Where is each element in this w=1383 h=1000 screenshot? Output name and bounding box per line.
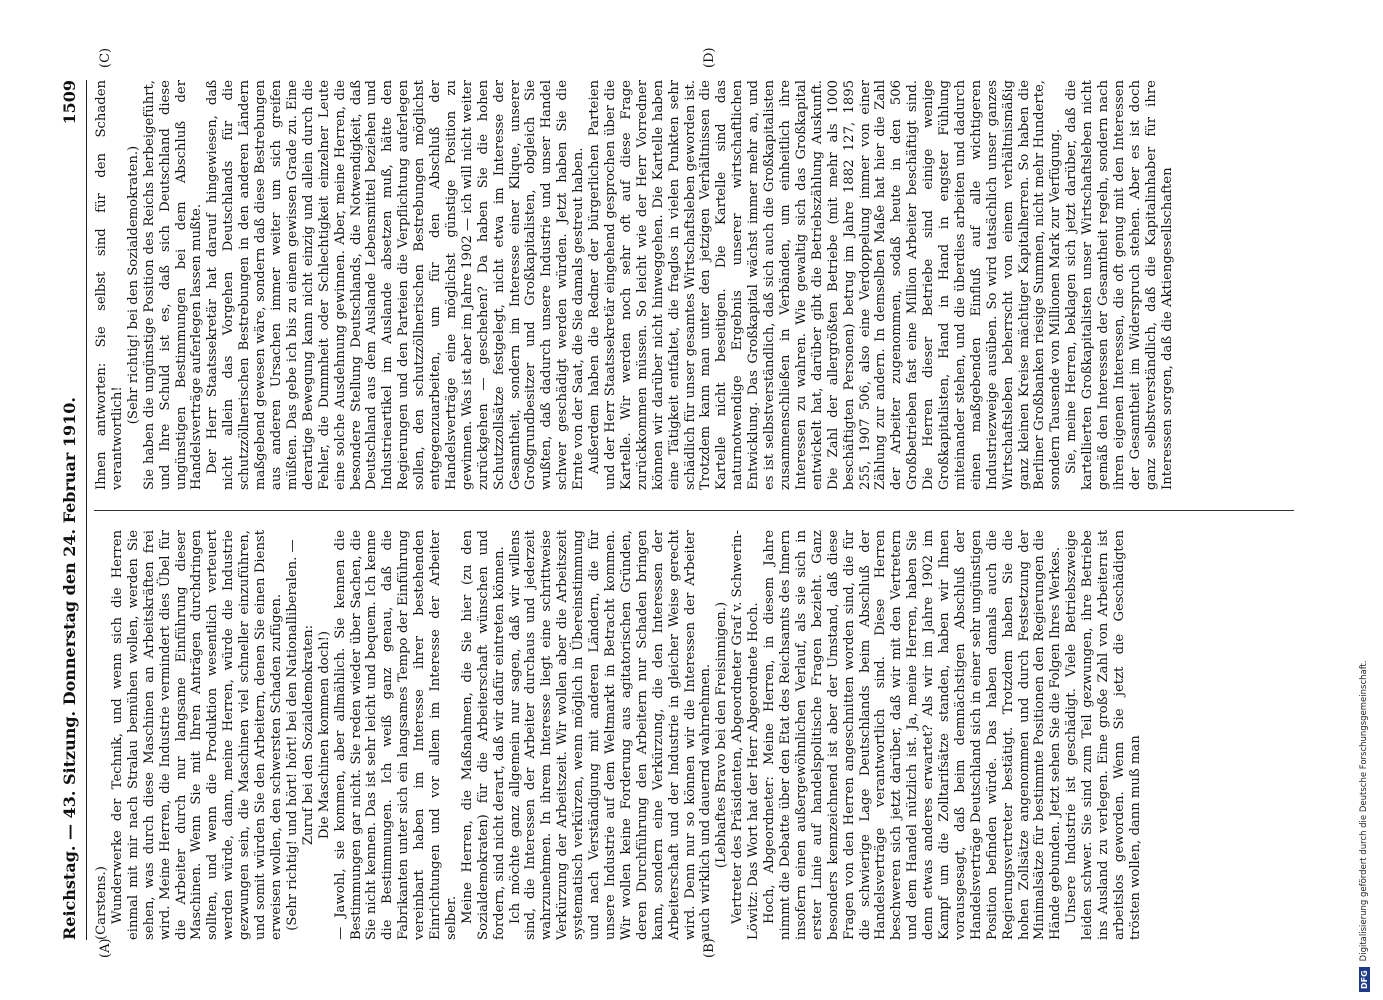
paragraph: Unsere Industrie ist geschädigt. Viele Betriebszweige leiden schwer. Sie sind zum Teil gezwungen, ihre Betriebe ins Ausland zu verlegen. Eine große Zahl von Arbeitern ist arbeitslos geworden. Wenn Sie jetzt die Geschädigten trösten wollen, dann muß man xyxy=(1064,530,1143,940)
paragraph: Außerdem haben die Redner der bürgerlichen Parteien und der Herr Staatssekretär eingehend gesprochen über die Kartelle. Wir werden noch sehr oft auf diese Frage zurückkommen müssen. So leicht wie der Herr Vorredner können wir darüber nicht hinweggehen. Die Kartelle haben eine Tätigkeit entfaltet, die fraglos in vielen Punkten sehr schädlich für unser gesamtes Wirtschaftsleben geworden ist. Trotzdem kann man unter den jetzigen Verhältnissen die Kartelle nicht beseitigen. Die Kartelle sind das naturnotwendige Ergebnis unserer wirtschaftlichen Entwicklung. Das Großkapital wächst immer mehr an, und es ist selbstverständlich, daß sich auch die Großkapitalisten zusammenschließen in Verbänden, um einheitlich ihre Interessen zu wahren. Wie gewaltig sich das Großkapital entwickelt hat, darüber gibt die Betriebszählung Auskunft. Die Zahl der allergrößten Betriebe (mit mehr als 1000 beschäftigten Personen) betrug im Jahre 1882 127, 1895 255, 1907 506, also eine Verdoppelung immer von einer Zählung zur andern. In demselben Maße hat hier die Zahl der Arbeiter zugenommen, sodaß heute in den 506 Großbetrieben fast eine Million Arbeiter beschäftigt sind. Die Herren dieser Betriebe sind einige wenige Großkapitalisten, Hand in Hand in engster Fühlung miteinander stehen, und die überdies arbeiten und dadurch einen maßgebenden Einfluß auf alle wichtigeren Industriezweige ausüben. So wird tatsächlich unser ganzes Wirtschaftsleben beherrscht von einem verhältnismäßig ganz kleinen Kreise mächtiger Kapitalherren. So haben die Berliner Großbanken riesige Summen, nicht mehr Hunderte, sondern Tausende von Millionen Mark zur Verfügung. xyxy=(587,80,1064,490)
margin-marker-c: (C) xyxy=(98,47,113,68)
credit-text: Digitalisierung gefördert durch die Deutsche Forschungsgemeinschaft. xyxy=(1359,660,1369,962)
paragraph: Sie, meine Herren, beklagen sich jetzt darüber, daß die kartellierten Großkapitalisten unser Wirtschaftsleben nicht gemäß den Interessen der Gesamtheit regeln, sondern nach ihren eigenen Interessen, die oft genug mit den Interessen der Gesamtheit im Widerspruch stehen. Aber es ist doch ganz selbstverständlich, daß die Kapitalinhaber für ihre Interessen sorgen, daß die Aktiengesellschaften xyxy=(1064,80,1175,490)
paragraph: (Carstens.) xyxy=(94,866,109,940)
paragraph: Sie haben die ungünstige Position des Reichs herbeigeführt, und Ihre Schuld ist es, daß sich Deutschland diese ungünstigen Bestimmungen bei dem Abschluß der Handelsverträge auferlegen lassen mußte. xyxy=(141,80,205,490)
header-title: Reichstag. — 43. Sitzung. Donnerstag den 24. Februar 1910. xyxy=(60,396,79,940)
paragraph: Der Herr Staatssekretär hat darauf hingewiesen, daß nicht allein das Vorgehen Deutschlands für die schutzzöllnerischen Bestrebungen in den anderen Ländern maßgebend gewesen wäre, sondern daß diese Bestrebungen aus anderen Ursachen immer weiter um sich greifen müßten. Das gebe ich bis zu einem gewissen Grade zu. Eine derartige Bewegung kann nicht einzig und allein durch die Fehler, die Dummheit oder Schlechtigkeit einzelner Leute eine solche Ausdehnung gewinnen. Aber, meine Herren, die besondere Stellung Deutschlands, die Notwendigkeit, daß Deutschland aus dem Auslande Lebensmittel beziehen und Industrieartikel im Auslande absetzen muß, hätte den Regierungen und den Parteien die Verpflichtung auferlegen sollen, den schutzzöllnerischen Bestrebungen möglichst entgegenzuarbeiten, um für den Abschluß der Handelsverträge eine möglichst günstige Position zu gewinnen. Was ist aber im Jahre 1902 — ich will nicht weiter zurückgehen — geschehen? Da haben Sie die hohen Schutzzollsätze festgelegt, nicht etwa im Interesse der Gesamtheit, sondern im Interesse einer Klique, unserer Großgrundbesitzer und Großkapitalisten, obgleich Sie wußten, daß dadurch unsere Industrie und unser Handel schwer geschädigt werden würden. Jetzt haben Sie die Ernte von der Saat, die Sie damals gestreut haben. xyxy=(205,80,587,490)
column-divider xyxy=(94,510,1294,511)
paragraph: Meine Herren, die Maßnahmen, die Sie hier (zu den Sozialdemokraten) für die Arbeiterschaft wünschen und fordern, sind nicht derart, daß wir dafür eintreten können. xyxy=(459,530,507,940)
paragraph: Ich möchte ganz allgemein nur sagen, daß wir willens sind, die Interessen der Arbeiter durchaus und jederzeit wahrzunehmen. In ihrem Interesse liegt eine schrittweise Verkürzung der Arbeitszeit. Wir wollen aber die Arbeitszeit systematisch verkürzen, wenn möglich in Übereinstimmung und nach Verständigung mit anderen Ländern, die für unsere Industrie auf dem Weltmarkt in Betracht kommen. Wir wollen keine Forderung aus agitatorischen Gründen, deren Durchführung den Arbeitern nur Schaden bringen kann, sondern eine Verkürzung, die den Interessen der Arbeiterschaft und der Industrie in gleicher Weise gerecht wird. Denn nur so können wir die Interessen der Arbeiter auch wirklich und dauernd wahrnehmen. xyxy=(507,530,714,940)
paragraph: Die Maschinen kommen doch!) xyxy=(316,630,332,840)
paragraph: — Jawohl, sie kommen, aber allmählich. Sie kennen die Bestimmungen gar nicht. Sie reden wieder über Sachen, die Sie nicht kennen. Das ist sehr leicht und bequem. Ich kenne die Bestimmungen. Ich weiß ganz genau, daß die Fabrikanten unter sich ein langsames Tempo der Einführung vereinbart haben im Interesse ihrer bestehenden Einrichtungen und vor allem im Interesse der Arbeiter selber. xyxy=(332,530,459,940)
paragraph: Ihnen antworten: Sie selbst sind für den Schaden verantwortlich! xyxy=(94,80,125,490)
page-header xyxy=(60,80,84,940)
paragraph: (Sehr richtig! bei den Sozialdemokraten.) xyxy=(125,145,141,425)
header-rule xyxy=(86,80,87,940)
paragraph: (Lebhaftes Bravo bei den Freisinnigen.) xyxy=(714,601,730,869)
left-column xyxy=(94,530,1294,940)
paragraph: Vertreter des Präsidenten, Abgeordneter Graf v. Schwerin-Löwitz: Das Wort hat der Herr Abgeordnete Hoch. xyxy=(730,530,762,940)
digitization-credit xyxy=(1352,8,1376,992)
dfg-logo: DFG xyxy=(1359,967,1370,992)
paragraph: Hoch, Abgeordneter: Meine Herren, in diesem Jahre nimmt die Debatte über den Etat des Reichsamts des Innern insofern einen außergewöhnlichen Verlauf, als sie sich in erster Linie auf handelspolitische Fragen bezieht. Ganz besonders kennzeichnend ist aber der Umstand, daß diese Fragen von den Herren angeschnitten worden sind, die für die schwierige Lage Deutschlands beim Abschluß der Handelsverträge verantwortlich sind. Diese Herren beschweren sich jetzt darüber, daß wir mit den Vertretern und dem Handel nützlich ist. Ja, meine Herren, haben Sie denn etwas anderes erwartet? Als wir im Jahre 1902 im Kampf um die Zolltarifsätze standen, haben wir Ihnen vorausgesagt, daß beim demnächstigen Abschluß der Handelsverträge Deutschland sich in einer sehr ungünstigen Position befinden würde. Das haben damals auch die Regierungsvertreter bestätigt. Trotzdem haben Sie die hohen Zollsätze angenommen und durch Festsetzung der Minimalsätze für bestimmte Positionen den Regierungen die Hände gebunden. Jetzt sehen Sie die Folgen Ihres Werkes. xyxy=(762,530,1064,940)
right-column xyxy=(94,80,1294,490)
page-number: 1509 xyxy=(60,80,79,125)
margin-marker-a: (A) xyxy=(98,938,113,958)
margin-marker-b: (B) xyxy=(702,938,717,958)
paragraph: (Sehr richtig! und hört! hört! bei den Nationalliberalen. — Zuruf bei den Sozialdemokraten: xyxy=(284,539,316,931)
margin-marker-d: (D) xyxy=(702,47,717,68)
paragraph: Wunderwerke der Technik, und wenn sich die Herren einmal mit mir nach Stralau bemühen wollen, werden Sie sehen, was durch diese Maschinen an Arbeitskräften frei wird. Meine Herren, die Industrie vermindert dies Übel für die Arbeiter durch nur langsame Einführung dieser Maschinen. Wenn Sie mit Ihren Anträgen durchdringen sollten, und wenn die Produktion wesentlich verteuert werden würde, dann, meine Herren, würde die Industrie gezwungen sein, die Maschinen viel schneller einzuführen, und somit würden Sie den Arbeitern, denen Sie einen Dienst erweisen wollen, den schwersten Schaden zufügen. xyxy=(109,530,284,940)
